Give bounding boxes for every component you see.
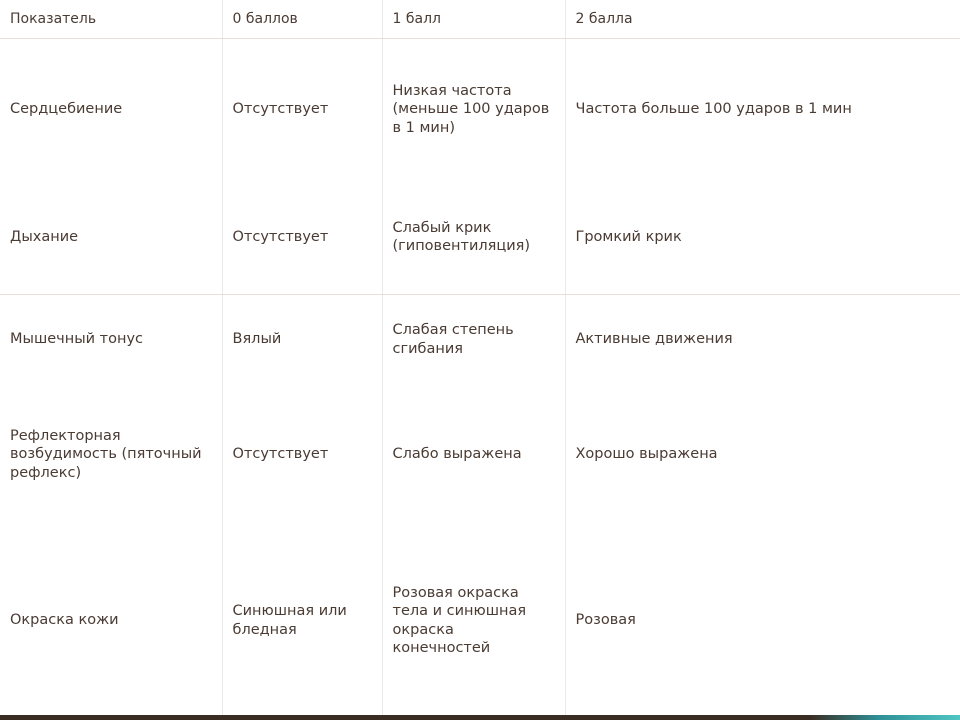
row-indicator: Мышечный тонус [10,331,144,348]
row-2-points: Громкий крик [565,180,960,295]
row-1-point: Слабо выражена [382,384,565,525]
row-indicator: Дыхание [0,180,222,295]
row-2-points: Активные движения [565,295,960,385]
table-row [0,295,960,385]
row-0-points: Отсутствует [222,39,382,181]
header-0-points: 0 баллов [222,0,382,39]
row-indicator: Окраска кожи [10,612,119,629]
table-row [0,525,960,716]
header-2-points: 2 балла [565,0,960,39]
row-0-points: Отсутствует [222,180,382,295]
table-row [0,39,960,181]
footer-decorative-band [0,715,960,720]
header-indicator: Показатель [0,0,222,39]
row-indicator: Сердцебиение [10,101,123,118]
row-1-point: Розовая окраска тела и синюшная окраска конечностей [382,525,565,716]
row-1-point: Слабая степень сгибания [382,295,565,385]
header-1-point: 1 балл [382,0,565,39]
row-1-point: Слабый крик (гиповентиляция) [382,180,565,295]
row-1-point: Низкая частота (меньше 100 ударов в 1 мин) [382,39,565,181]
row-indicator: Рефлекторная возбудимость (пяточный рефлекс) [10,427,202,481]
row-2-points: Частота больше 100 ударов в 1 мин [565,39,960,181]
row-0-points: Вялый [222,295,382,385]
row-0-points: Отсутствует [222,384,382,525]
table-row [0,180,960,295]
row-2-points: Розовая [565,525,960,716]
table-row [0,384,960,525]
row-0-points: Синюшная или бледная [222,525,382,716]
table-header-row [0,0,960,39]
row-2-points: Хорошо выражена [565,384,960,525]
footer-accent-stripe [810,715,960,720]
